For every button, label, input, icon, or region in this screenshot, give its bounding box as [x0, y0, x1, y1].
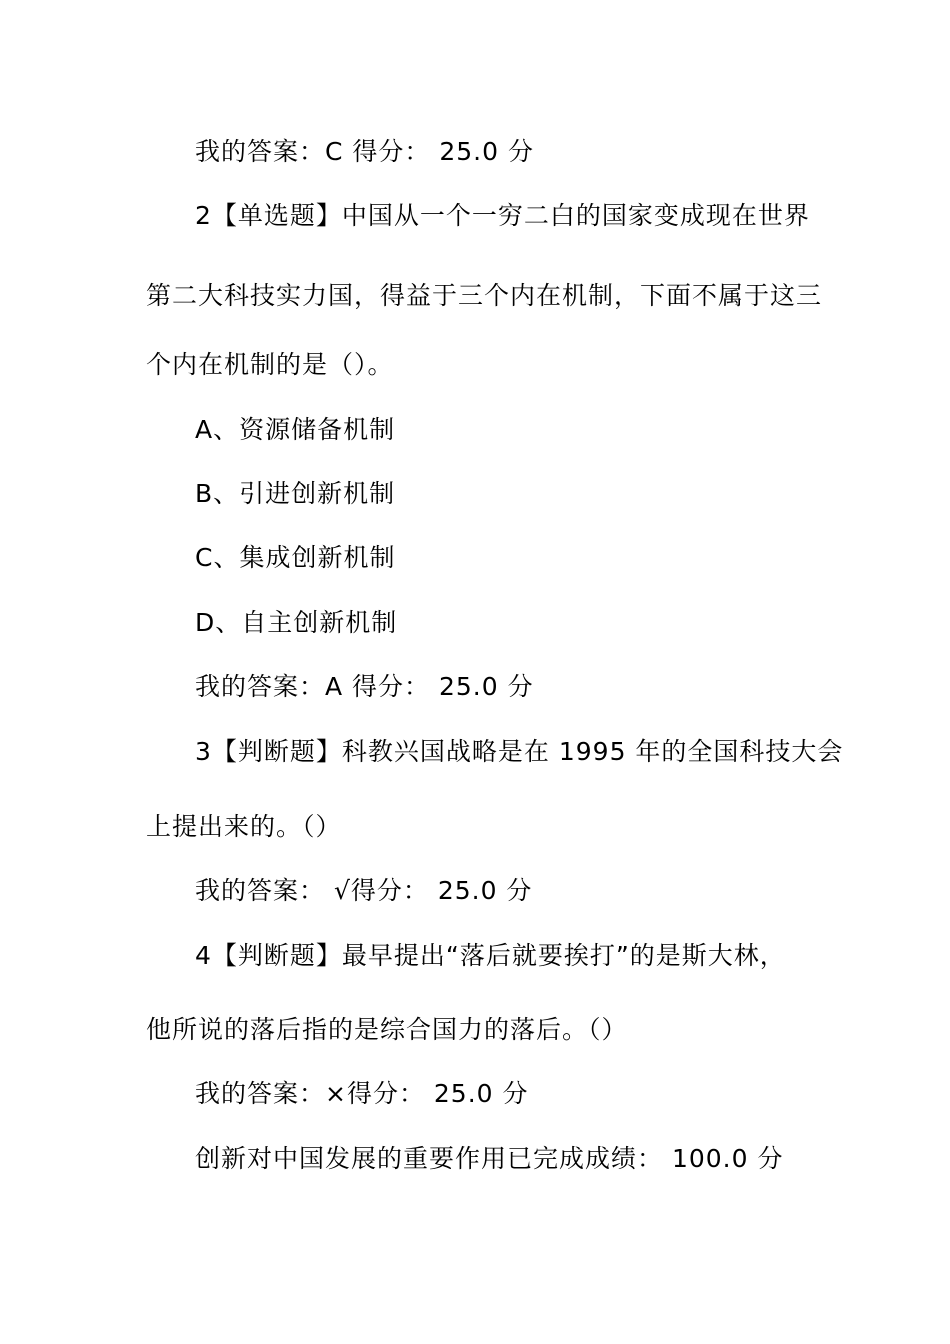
question-4-line-1: 4【判断题】最早提出“落后就要挨打”的是斯大林，: [195, 941, 786, 970]
answer-q3: 我的答案： √得分： 25.0 分: [195, 876, 533, 905]
option-c: C、集成创新机制: [195, 543, 396, 572]
answer-q1: 我的答案：C 得分： 25.0 分: [195, 137, 534, 166]
option-a: A、资源储备机制: [195, 415, 396, 444]
question-2-line-3: 个内在机制的是（）。: [146, 350, 394, 379]
completion-score: 创新对中国发展的重要作用已完成成绩： 100.0 分: [195, 1144, 784, 1173]
question-2-line-2: 第二大科技实力国，得益于三个内在机制，下面不属于这三: [146, 281, 823, 310]
option-d: D、自主创新机制: [195, 608, 398, 637]
question-2-line-1: 2【单选题】中国从一个一穷二白的国家变成现在世界: [195, 201, 810, 230]
option-b: B、引进创新机制: [195, 479, 396, 508]
question-3-line-2: 上提出来的。（）: [146, 812, 342, 841]
answer-q4: 我的答案：×得分： 25.0 分: [195, 1079, 529, 1108]
question-3-line-1: 3【判断题】科教兴国战略是在 1995 年的全国科技大会: [195, 737, 844, 766]
answer-q2: 我的答案：A 得分： 25.0 分: [195, 672, 534, 701]
question-4-line-2: 他所说的落后指的是综合国力的落后。（）: [146, 1015, 628, 1044]
